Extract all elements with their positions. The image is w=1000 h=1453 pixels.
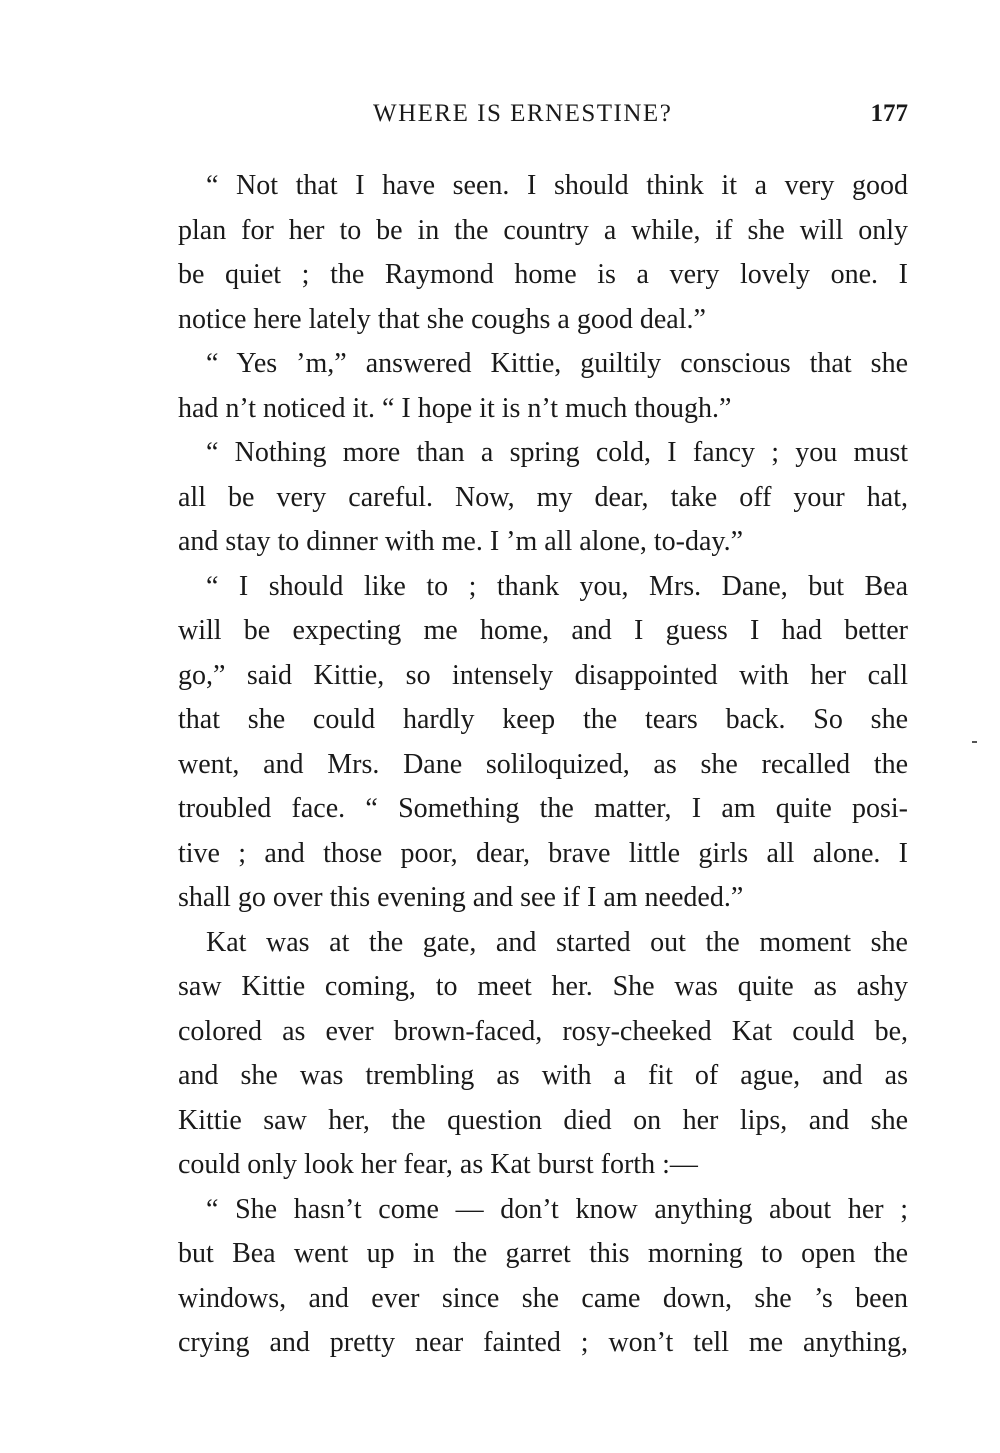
text-line: “ Nothing more than a spring cold, I fancy ; you must bbox=[206, 437, 908, 468]
body-text bbox=[178, 164, 908, 1366]
text-line: and stay to dinner with me. I ’m all alone, to-day.” bbox=[178, 526, 744, 557]
text-line: “ Yes ’m,” answered Kittie, guiltily conscious that she bbox=[206, 348, 908, 379]
text-line: shall go over this evening and see if I am needed.” bbox=[178, 882, 744, 913]
text-line: go,” said Kittie, so intensely disappointed with her call bbox=[178, 659, 908, 691]
text-line: tive ; and those poor, dear, brave little girls all alone. I bbox=[178, 837, 908, 869]
text-line: windows, and ever since she came down, she ’s been bbox=[178, 1282, 908, 1314]
text-line: will be expecting me home, and I guess I had better bbox=[178, 615, 908, 646]
text-line: Kat was at the gate, and started out the moment she bbox=[206, 926, 908, 958]
text-line: “ I should like to ; thank you, Mrs. Dane, but Bea bbox=[206, 570, 908, 602]
text-line: troubled face. “ Something the matter, I am quite posi- bbox=[178, 793, 908, 824]
text-line: and she was trembling as with a fit of ague, and as bbox=[178, 1060, 908, 1091]
text-line: that she could hardly keep the tears back. So she bbox=[178, 704, 908, 735]
text-line: could only look her fear, as Kat burst forth :— bbox=[178, 1149, 698, 1180]
text-line: all be very careful. Now, my dear, take off your hat, bbox=[178, 481, 908, 513]
text-line: notice here lately that she coughs a good deal.” bbox=[178, 303, 706, 335]
text-line: crying and pretty near fainted ; won’t tell me anything, bbox=[178, 1327, 908, 1358]
text-line: “ She hasn’t come — don’t know anything about her ; bbox=[206, 1193, 908, 1225]
text-line: saw Kittie coming, to meet her. She was quite as ashy bbox=[178, 971, 908, 1002]
running-title: WHERE IS ERNESTINE? bbox=[373, 100, 673, 127]
text-line: colored as ever brown-faced, rosy-cheeked Kat could be, bbox=[178, 1015, 908, 1047]
page-number: 177 bbox=[870, 100, 908, 127]
text-line: “ Not that I have seen. I should think it a very good bbox=[206, 170, 908, 201]
text-line: be quiet ; the Raymond home is a very lovely one. I bbox=[178, 259, 908, 290]
margin-mark bbox=[972, 741, 977, 743]
text-line: but Bea went up in the garret this morning to open the bbox=[178, 1238, 908, 1269]
running-head bbox=[178, 100, 908, 136]
text-line: had n’t noticed it. “ I hope it is n’t much though.” bbox=[178, 392, 732, 424]
text-line: plan for her to be in the country a while, if she will only bbox=[178, 214, 908, 246]
text-line: went, and Mrs. Dane soliloquized, as she recalled the bbox=[178, 748, 908, 780]
text-line: Kittie saw her, the question died on her lips, and she bbox=[178, 1104, 908, 1136]
